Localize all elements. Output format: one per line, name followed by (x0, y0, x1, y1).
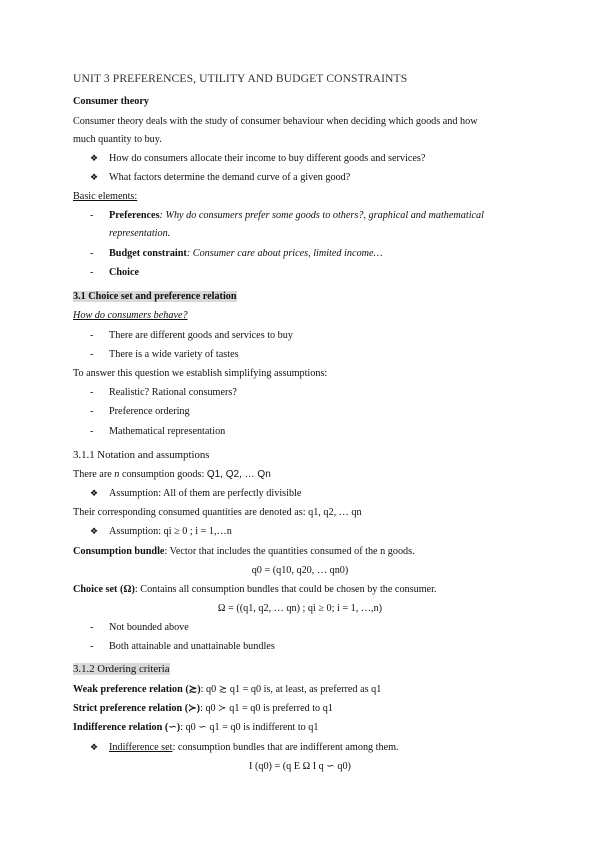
indifference-set-label: Indifference set (109, 742, 173, 753)
section-3-1-2-heading (73, 663, 170, 676)
weak-preference-label: Weak preference relation (≿) (73, 684, 201, 695)
diamond-bullet-icon: ❖ (90, 526, 99, 536)
diamond-bullet-icon: ❖ (90, 488, 99, 498)
divisible-assumption: Assumption: All of them are perfectly divisible (109, 488, 302, 499)
consumption-bundle-formula: q0 = (q10, q20, … qn0) (251, 565, 349, 576)
rational-consumers-item: Realistic? Rational consumers? (109, 387, 237, 398)
goods-text-post: consumption goods: (119, 469, 207, 480)
how-consumers-behave: How do consumers behave? (73, 310, 188, 321)
choice-set-formula: Ω = ((q1, q2, … qn) ; qi ≥ 0; i = 1, …,n) (217, 603, 383, 614)
preferences-item (109, 209, 484, 222)
consumption-bundle-label: Consumption bundle (73, 546, 165, 557)
dash-bullet: - (90, 330, 94, 341)
budget-constraint-text: : Consumer care about prices, limited income… (186, 248, 383, 259)
budget-constraint-label: Budget constraint (109, 248, 187, 259)
not-bounded-item: Not bounded above (109, 622, 189, 633)
dash-bullet: - (90, 267, 94, 278)
dash-bullet: - (90, 622, 94, 633)
preference-ordering-item: Preference ordering (109, 406, 190, 417)
strict-preference-line (73, 702, 333, 715)
preferences-text: : Why do consumers prefer some goods to others?, graphical and mathematical (159, 210, 484, 221)
weak-preference-line (73, 683, 381, 696)
mathematical-representation-item: Mathematical representation (109, 426, 226, 437)
page-title: UNIT 3 PREFERENCES, UTILITY AND BUDGET CONSTRAINTS (73, 72, 408, 85)
nonnegativity-assumption: Assumption: qi ≥ 0 ; i = 1,…n (109, 526, 232, 537)
strict-preference-text: : q0 ≻ q1 = q0 is preferred to q1 (200, 703, 333, 714)
indifference-set-line (109, 741, 399, 754)
consumption-goods-line (73, 468, 271, 481)
preferences-text-line2: representation. (109, 228, 171, 239)
choice-set-label: Choice set (Ω) (73, 584, 135, 595)
goods-n: n (114, 469, 120, 480)
question-income-allocation: How do consumers allocate their income to buy different goods and services? (109, 153, 426, 164)
preferences-label: Preferences (109, 210, 160, 221)
dash-bullet: - (90, 406, 94, 417)
diamond-bullet-icon: ❖ (90, 742, 99, 752)
indifference-set-formula: I (q0) = (q E Ω I q ∽ q0) (249, 761, 351, 772)
variety-of-tastes-item: There is a wide variety of tastes (109, 349, 239, 360)
quantities-list: q1, q2, … qn (308, 507, 362, 518)
dash-bullet: - (90, 349, 94, 360)
dash-bullet: - (90, 426, 94, 437)
simplifying-assumptions-intro: To answer this question we establish simplifying assumptions: (73, 368, 328, 379)
dash-bullet: - (90, 387, 94, 398)
choice-item: Choice (109, 267, 139, 278)
strict-preference-label: Strict preference relation (≻) (73, 703, 201, 714)
choice-set-text: : Contains all consumption bundles that could be chosen by the consumer. (134, 584, 437, 595)
diamond-bullet-icon: ❖ (90, 153, 99, 163)
budget-constraint-item (109, 247, 383, 260)
consumer-theory-paragraph-line2: much quantity to buy. (73, 134, 162, 145)
diamond-bullet-icon: ❖ (90, 172, 99, 182)
consumer-theory-heading: Consumer theory (73, 96, 149, 107)
section-3-1-2-heading-text: 3.1.2 Ordering criteria (73, 663, 170, 675)
dash-bullet: - (90, 210, 94, 221)
goods-text-pre: There are (73, 469, 115, 480)
basic-elements-heading: Basic elements: (73, 191, 138, 202)
question-demand-curve: What factors determine the demand curve of a given good? (109, 172, 351, 183)
consumption-bundle-definition (73, 545, 415, 558)
weak-preference-text: : q0 ≿ q1 = q0 is, at least, as preferred as q1 (200, 684, 382, 695)
quantities-text: Their corresponding consumed quantities are denoted as: (73, 507, 309, 518)
consumed-quantities-line (73, 506, 362, 519)
goods-list: Q1, Q2, … Qn (206, 469, 271, 480)
indifference-relation-text: : q0 ∽ q1 = q0 is indifferent to q1 (180, 722, 319, 733)
attainable-bundles-item: Both attainable and unattainable bundles (109, 641, 275, 652)
section-3-1-1-heading: 3.1.1 Notation and assumptions (73, 449, 210, 461)
dash-bullet: - (90, 248, 94, 259)
different-goods-item: There are different goods and services to buy (109, 330, 293, 341)
consumer-theory-paragraph-line1: Consumer theory deals with the study of consumer behaviour when deciding which goods and how (73, 116, 478, 127)
indifference-relation-label: Indifference relation (∽) (73, 722, 181, 733)
section-3-1-heading (73, 290, 237, 303)
indifference-set-text: : consumption bundles that are indifferent among them. (172, 742, 399, 753)
dash-bullet: - (90, 641, 94, 652)
indifference-relation-line (73, 721, 319, 734)
section-3-1-heading-text: 3.1 Choice set and preference relation (73, 291, 237, 302)
choice-set-definition (73, 583, 437, 596)
consumption-bundle-text: : Vector that includes the quantities consumed of the n goods. (164, 546, 415, 557)
